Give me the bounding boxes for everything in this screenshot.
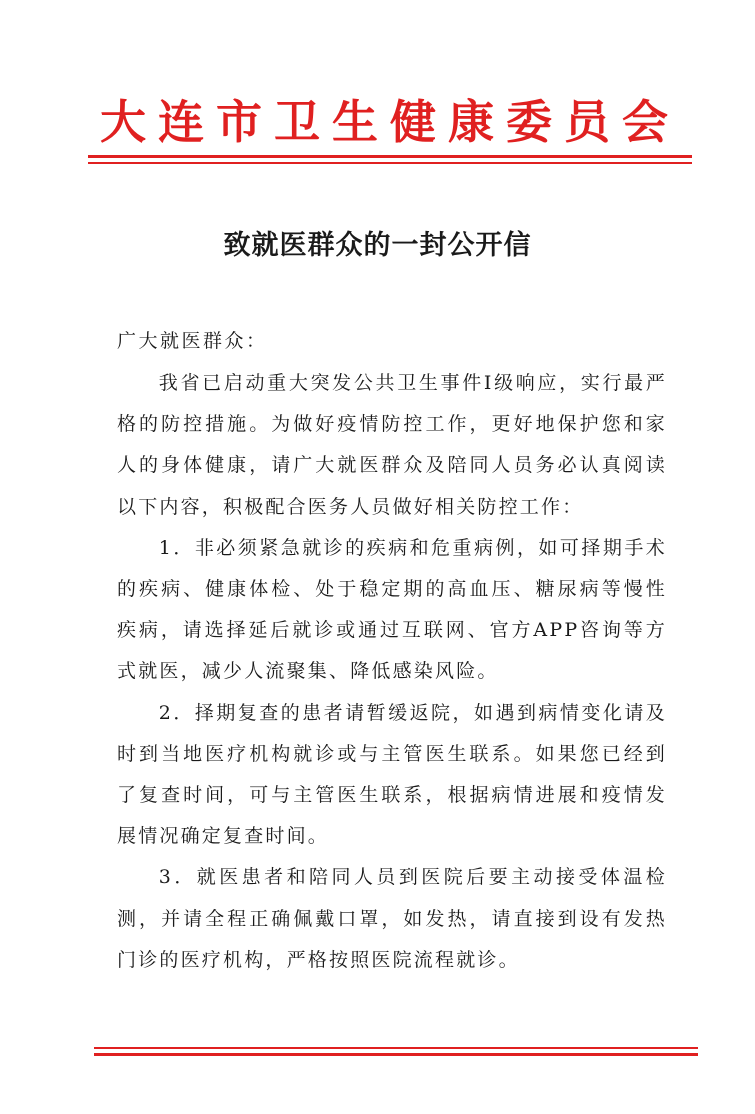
item-paragraph-2: 2．择期复查的患者请暂缓返院，如遇到病情变化请及时到当地医疗机构就诊或与主管医生联系。如果您已经到了复查时间，可与主管医生联系，根据病情进展和疫情发展情况确定复查时间。 xyxy=(117,701,667,848)
item-paragraph-3: 3．就医患者和陪同人员到医院后要主动接受体温检测，并请全程正确佩戴口罩，如发热，请直接到设有发热门诊的医疗机构，严格按照医院流程就诊。 xyxy=(117,866,667,971)
header-rule-thick xyxy=(88,155,692,158)
item-paragraph-1: 1．非必须紧急就诊的疾病和危重病例，如可择期手术的疾病、健康体检、处于稳定期的高血压、糖尿病等慢性疾病，请选择延后就诊或通过互联网、官方APP咨询等方式就医，减少人流聚集、降低感染风险。 xyxy=(117,536,667,683)
letter-title: 致就医群众的一封公开信 xyxy=(223,230,532,261)
intro-paragraph: 我省已启动重大突发公共卫生事件Ⅰ级响应，实行最严格的防控措施。为做好疫情防控工作，更好地保护您和家人的身体健康，请广大就医群众及陪同人员务必认真阅读以下内容，积极配合医务人员做好相关防控工作： xyxy=(117,372,667,518)
letter-body xyxy=(117,363,667,981)
footer-rule-thin xyxy=(94,1047,698,1049)
footer-rule-thick xyxy=(94,1053,698,1056)
header-rule-thin xyxy=(88,162,692,164)
letter-greeting: 广大就医群众： xyxy=(117,330,268,352)
organization-header: 大连市卫生健康委员会 xyxy=(100,95,680,149)
